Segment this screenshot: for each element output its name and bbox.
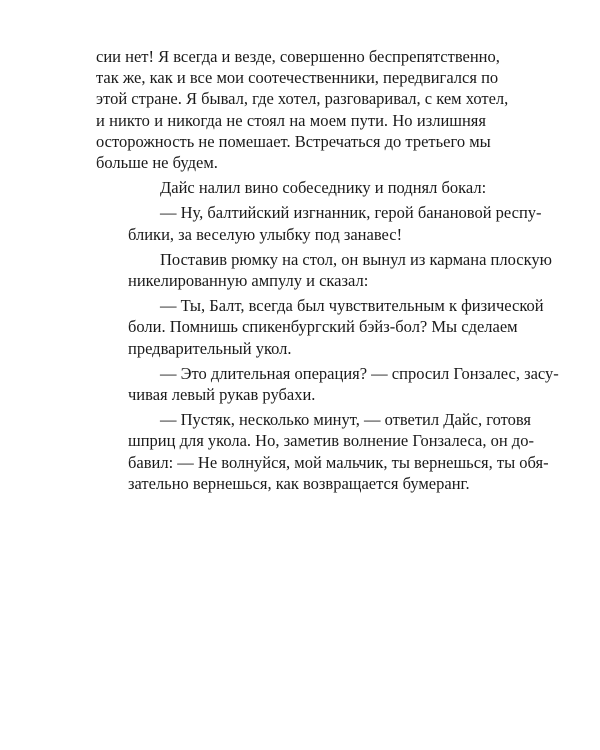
text-line: Поставив рюмку на стол, он вынул из кармана плоскую bbox=[160, 249, 552, 269]
text-line: никелированную ампулу и сказал: bbox=[128, 271, 369, 291]
paragraph bbox=[96, 177, 486, 198]
text-line: зательно вернешься, как возвращается бумеранг. bbox=[128, 473, 470, 493]
paragraph bbox=[96, 249, 552, 291]
paragraph bbox=[96, 202, 542, 244]
text-line: — Ты, Балт, всегда был чувствительным к физической bbox=[160, 296, 544, 316]
text-line: осторожность не помешает. Встречаться до третьего мы bbox=[96, 131, 491, 151]
text-line: — Ну, балтийский изгнанник, герой банановой респу- bbox=[160, 203, 542, 223]
text-line: — Это длительная операция? — спросил Гонзалес, засу- bbox=[160, 363, 559, 383]
text-line: шприц для укола. Но, заметив волнение Гонзалеса, он до- bbox=[128, 431, 534, 451]
paragraph bbox=[96, 409, 549, 494]
text-line: сии нет! Я всегда и везде, совершенно беспрепятственно, bbox=[96, 47, 500, 66]
text-line: блики, за веселую улыбку под занавес! bbox=[128, 224, 403, 244]
paragraph bbox=[96, 295, 544, 359]
text-line: — Пустяк, несколько минут, — ответил Дайс, готовя bbox=[160, 410, 532, 430]
text-line: так же, как и все мои соотечественники, передвигался по bbox=[96, 68, 499, 88]
text-line: этой стране. Я бывал, где хотел, разговаривал, с кем хотел, bbox=[96, 89, 509, 109]
text-line: бавил: — Не волнуйся, мой мальчик, ты вернешься, ты обя- bbox=[128, 452, 549, 472]
paragraph bbox=[96, 363, 559, 405]
text-line: и никто и никогда не стоял на моем пути. Но излишняя bbox=[96, 110, 486, 130]
text-line: боли. Помнишь спикенбургский бэйз-бол? Мы сделаем bbox=[128, 317, 518, 337]
text-line: больше не будем. bbox=[96, 153, 218, 173]
text-line: чивая левый рукав рубахи. bbox=[128, 385, 316, 405]
text-line: Дайс налил вино собеседнику и поднял бокал: bbox=[160, 178, 487, 198]
text-line: предварительный укол. bbox=[128, 338, 292, 358]
paragraph bbox=[96, 46, 509, 173]
page-text bbox=[96, 46, 559, 498]
